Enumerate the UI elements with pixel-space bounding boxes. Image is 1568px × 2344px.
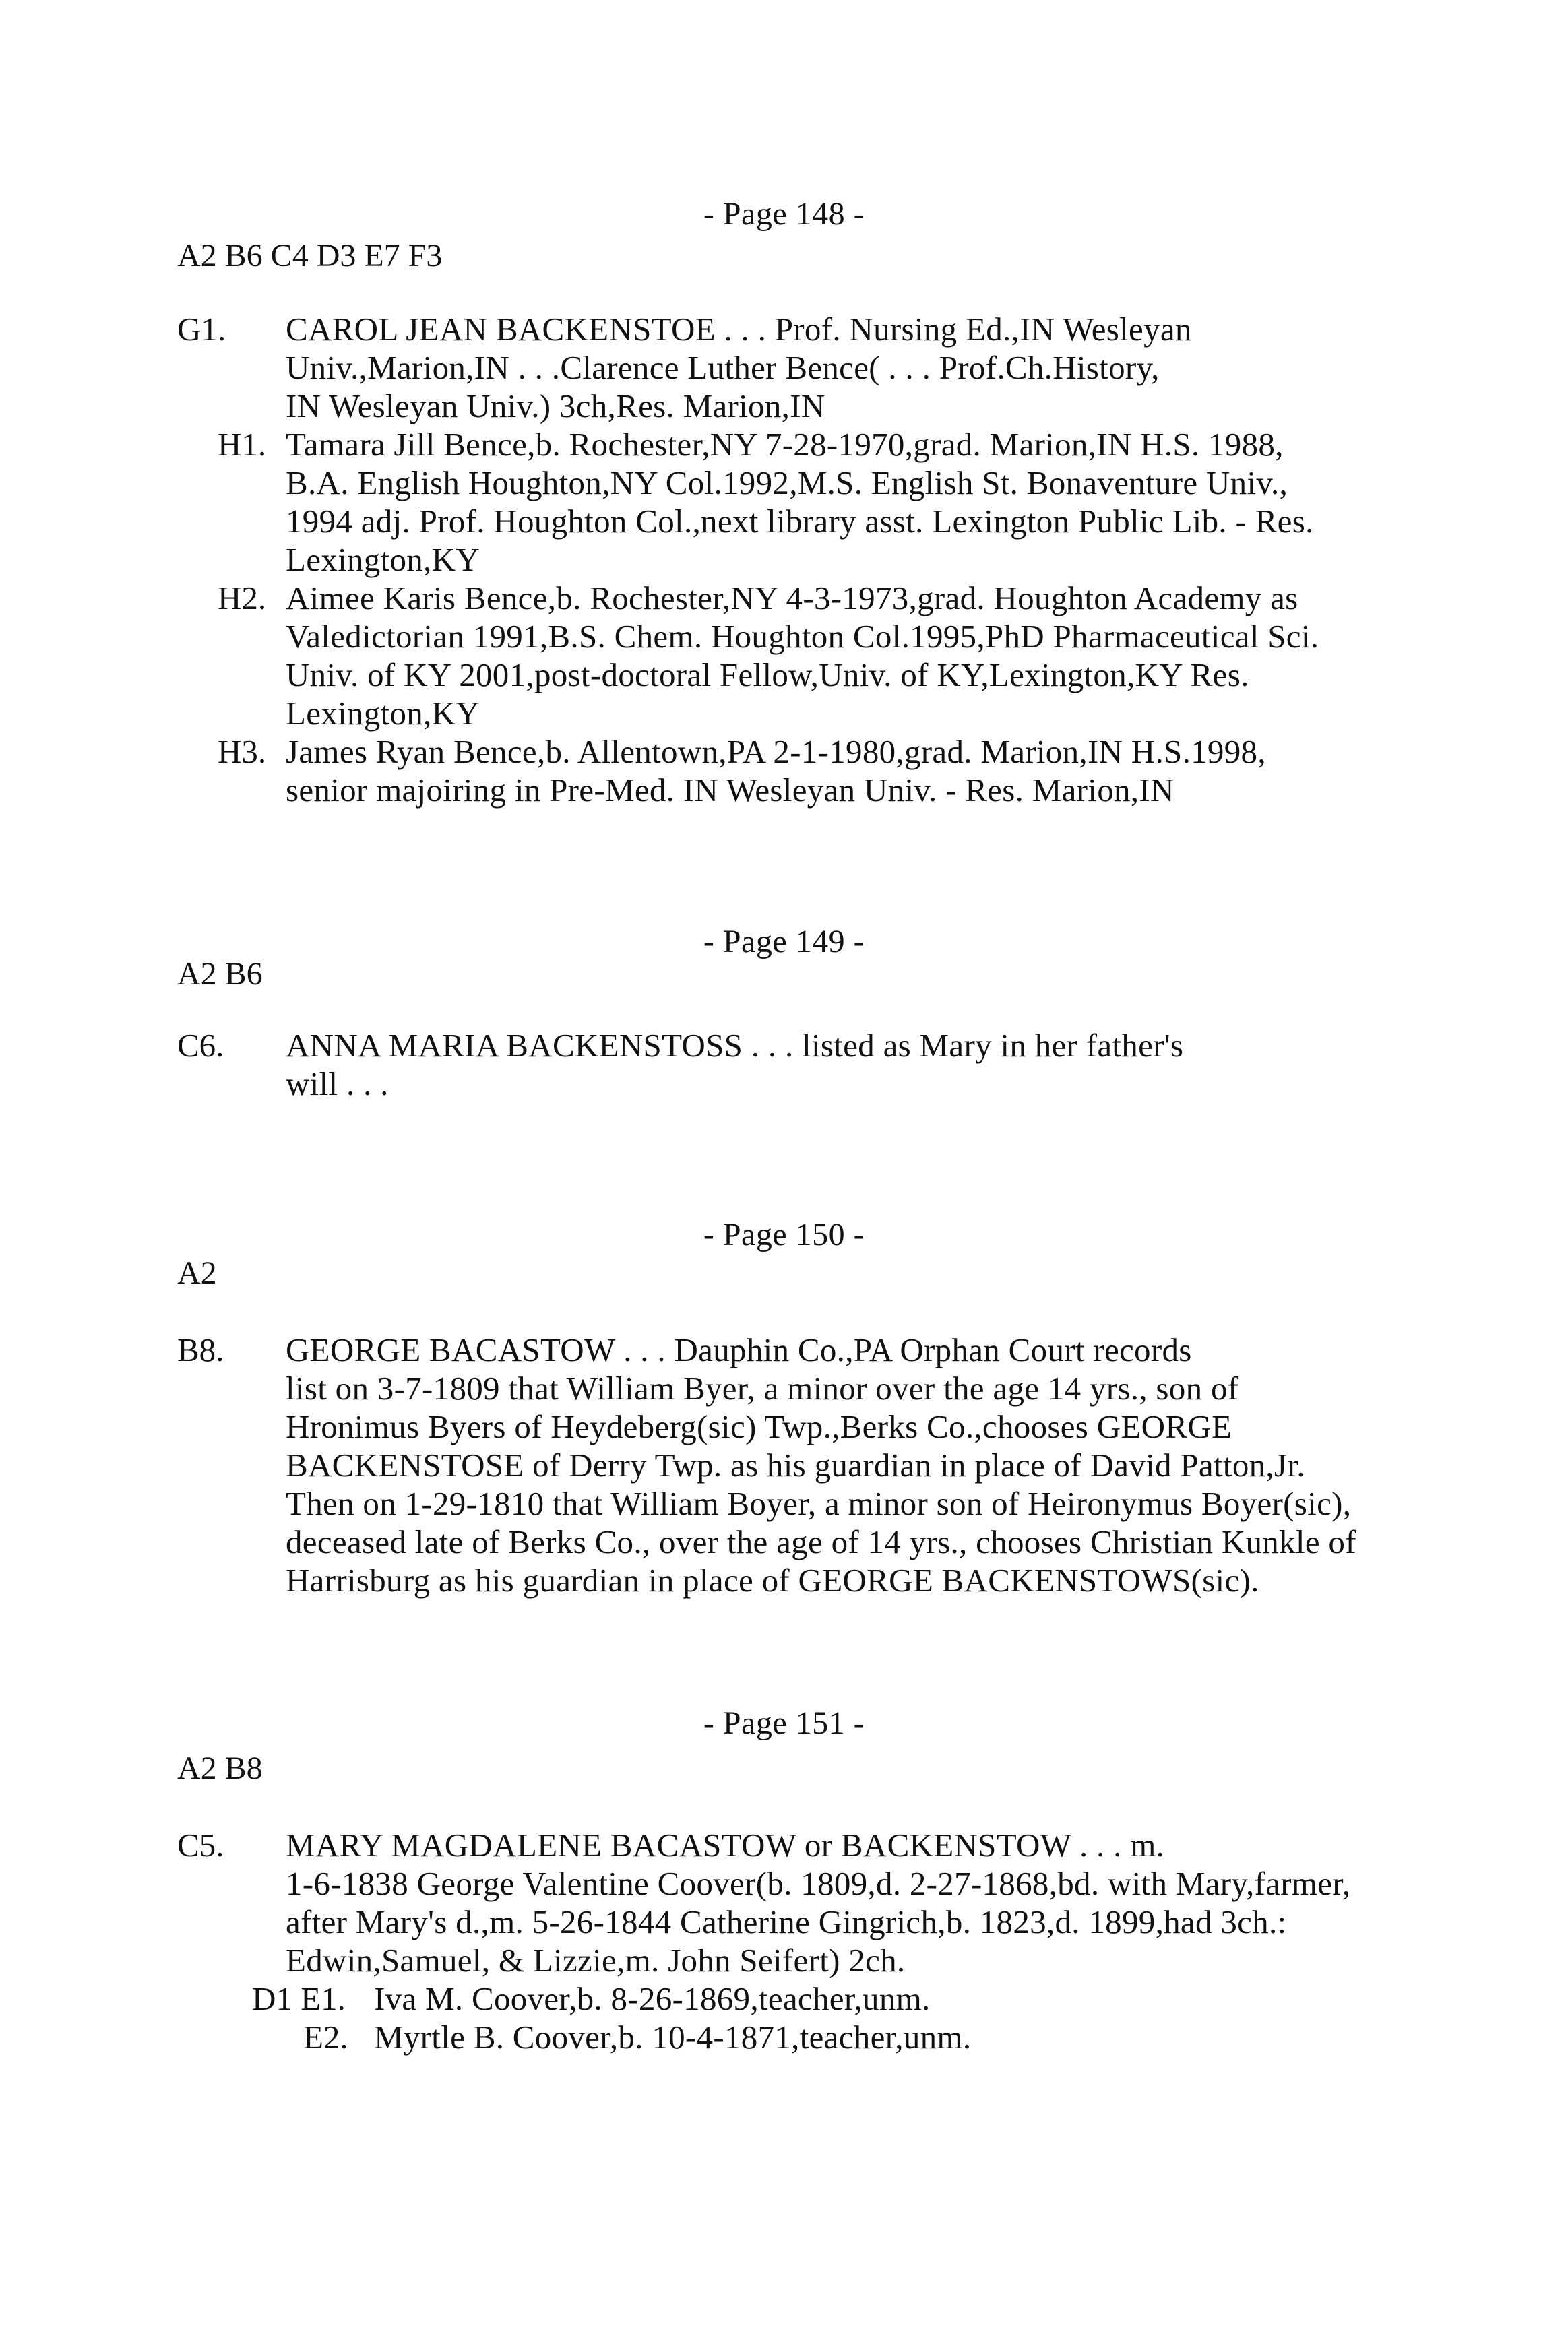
page-header: - Page 150 - — [703, 1217, 865, 1253]
entry-line: Valedictorian 1991,B.S. Chem. Houghton Col.1995,PhD Pharmaceutical Sci. — [286, 618, 1319, 655]
entry-label-h1: H1. — [218, 426, 267, 463]
entry-line: Edwin,Samuel, & Lizzie,m. John Seifert) 2ch. — [286, 1942, 906, 1979]
entry-label-d1-e1: D1 E1. — [252, 1980, 346, 2017]
page-header: - Page 148 - — [703, 196, 865, 232]
entry-label-h3: H3. — [218, 733, 267, 770]
entry-line: BACKENSTOSE of Derry Twp. as his guardian in place of David Patton,Jr. — [286, 1447, 1305, 1484]
entry-label-e2: E2. — [303, 2019, 348, 2056]
entry-line: Univ. of KY 2001,post-doctoral Fellow,Univ. of KY,Lexington,KY Res. — [286, 656, 1249, 693]
entry-label-g1: G1. — [177, 311, 226, 348]
entry-label-c6: C6. — [177, 1027, 224, 1064]
entry-line: list on 3-7-1809 that William Byer, a minor over the age 14 yrs., son of — [286, 1370, 1239, 1407]
entry-line: CAROL JEAN BACKENSTOE . . . Prof. Nursing Ed.,IN Wesleyan — [286, 311, 1192, 348]
entry-line: senior majoiring in Pre-Med. IN Wesleyan Univ. - Res. Marion,IN — [286, 771, 1174, 809]
entry-label-c5: C5. — [177, 1827, 224, 1864]
entry-line: Tamara Jill Bence,b. Rochester,NY 7-28-1970,grad. Marion,IN H.S. 1988, — [286, 426, 1284, 463]
lineage-code: A2 B6 — [177, 956, 263, 992]
entry-line: Hronimus Byers of Heydeberg(sic) Twp.,Berks Co.,chooses GEORGE — [286, 1408, 1232, 1445]
entry-line: James Ryan Bence,b. Allentown,PA 2-1-1980,grad. Marion,IN H.S.1998, — [286, 733, 1266, 770]
entry-line: IN Wesleyan Univ.) 3ch,Res. Marion,IN — [286, 387, 825, 424]
entry-label-h2: H2. — [218, 579, 267, 616]
entry-label-b8: B8. — [177, 1331, 224, 1368]
entry-line: deceased late of Berks Co., over the age of 14 yrs., chooses Christian Kunkle of — [286, 1523, 1356, 1560]
entry-line: Univ.,Marion,IN . . .Clarence Luther Bence( . . . Prof.Ch.History, — [286, 349, 1160, 386]
entry-line: after Mary's d.,m. 5-26-1844 Catherine Gingrich,b. 1823,d. 1899,had 3ch.: — [286, 1903, 1287, 1940]
page-header: - Page 151 - — [703, 1705, 865, 1741]
entry-line: GEORGE BACASTOW . . . Dauphin Co.,PA Orphan Court records — [286, 1331, 1192, 1368]
entry-line: Iva M. Coover,b. 8-26-1869,teacher,unm. — [374, 1980, 931, 2017]
entry-line: MARY MAGDALENE BACASTOW or BACKENSTOW . . . m. — [286, 1827, 1165, 1864]
entry-line: 1994 adj. Prof. Houghton Col.,next library asst. Lexington Public Lib. - Res. — [286, 503, 1314, 540]
lineage-code: A2 — [177, 1255, 217, 1291]
entry-line: Myrtle B. Coover,b. 10-4-1871,teacher,unm. — [374, 2019, 972, 2056]
page-header: - Page 149 - — [703, 924, 865, 959]
entry-line: ANNA MARIA BACKENSTOSS . . . listed as Mary in her father's — [286, 1027, 1184, 1064]
entry-line: will . . . — [286, 1065, 389, 1102]
entry-line: Harrisburg as his guardian in place of GEORGE BACKENSTOWS(sic). — [286, 1562, 1259, 1599]
entry-line: Aimee Karis Bence,b. Rochester,NY 4-3-1973,grad. Houghton Academy as — [286, 579, 1298, 616]
lineage-code: A2 B6 C4 D3 E7 F3 — [177, 238, 443, 274]
entry-line: Lexington,KY — [286, 695, 480, 732]
entry-line: Lexington,KY — [286, 541, 480, 578]
entry-line: Then on 1-29-1810 that William Boyer, a minor son of Heironymus Boyer(sic), — [286, 1485, 1352, 1522]
lineage-code: A2 B8 — [177, 1750, 263, 1786]
entry-line: B.A. English Houghton,NY Col.1992,M.S. English St. Bonaventure Univ., — [286, 464, 1288, 501]
entry-line: 1-6-1838 George Valentine Coover(b. 1809,d. 2-27-1868,bd. with Mary,farmer, — [286, 1865, 1351, 1902]
